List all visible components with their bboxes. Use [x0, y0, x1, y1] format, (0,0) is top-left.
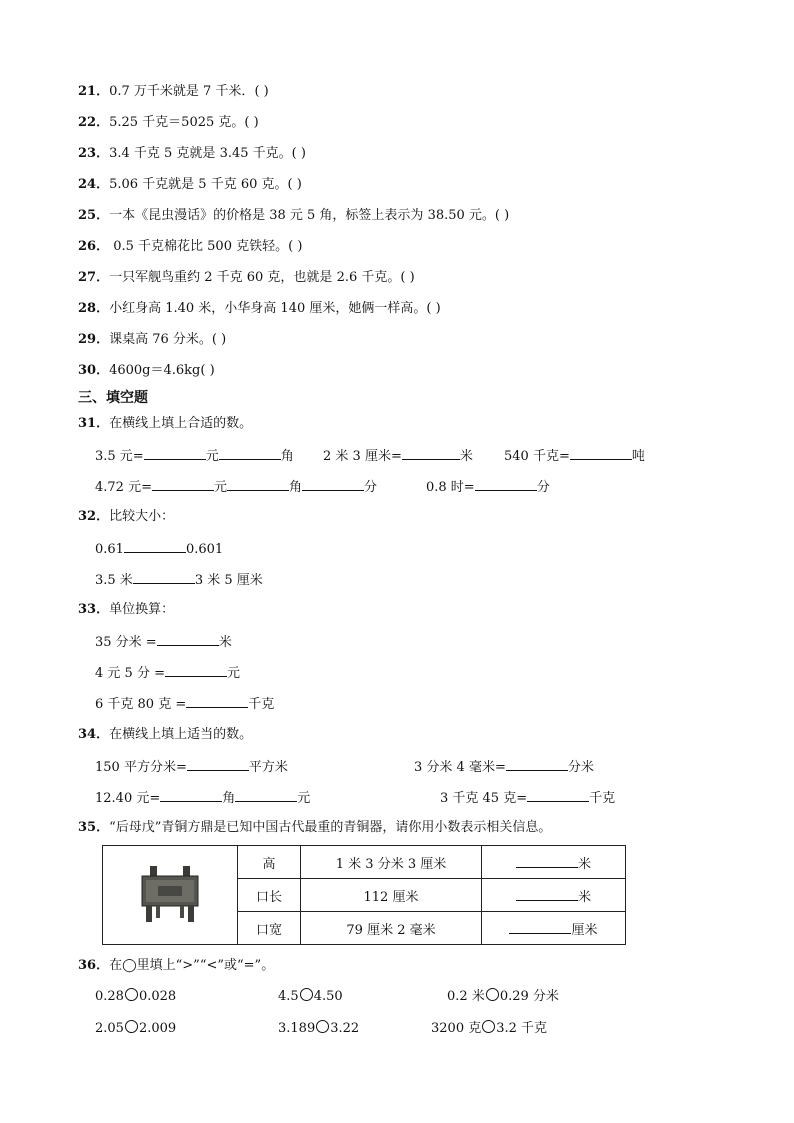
question-31 [78, 415, 252, 433]
question-number: 35． [78, 820, 110, 835]
label: 540 千克= [504, 449, 570, 464]
answer-blank[interactable] [506, 757, 568, 771]
q34-row-1b [414, 757, 594, 777]
q31-row-1c [504, 446, 645, 466]
value: 3200 克 [431, 1021, 482, 1036]
answer-blank[interactable] [160, 788, 222, 802]
question-34 [78, 726, 252, 744]
label: 3 分米 4 毫米= [414, 760, 506, 775]
label: 4 元 5 分 = [95, 666, 165, 681]
answer-blank[interactable] [133, 570, 195, 584]
section-title: 三、填空题 [78, 390, 148, 406]
answer-parens[interactable]: ( ) [494, 208, 510, 223]
unit: 千克 [248, 697, 275, 712]
answer-blank[interactable] [157, 632, 219, 646]
label: 12.40 元= [95, 791, 161, 806]
answer-cell[interactable] [482, 879, 626, 912]
answer-blank[interactable] [516, 854, 578, 868]
question-number: 25． [78, 208, 110, 223]
question-text: 在横线上填上适当的数。 [109, 727, 253, 742]
q33-row-3 [95, 694, 274, 714]
q31-row-1 [95, 446, 294, 466]
question-text: 0.5 千克棉花比 500 克铁轻。 [109, 239, 289, 254]
unit: 米 [577, 856, 591, 872]
unit: 吨 [631, 449, 645, 464]
compare-item [278, 988, 343, 1006]
question-number: 30． [78, 363, 110, 378]
question-35 [78, 819, 551, 837]
question-text: 在横线上填上合适的数。 [109, 416, 253, 431]
question-36 [78, 957, 274, 975]
question-number: 31． [78, 416, 110, 431]
question-text: “后母戊”青铜方鼎是已知中国古代最重的青铜器，请你用小数表示相关信息。 [109, 820, 552, 835]
value: 3.2 千克 [496, 1021, 548, 1036]
value: 4.5 [278, 989, 299, 1004]
q31-row-1b [323, 446, 473, 466]
row-label: 高 [238, 846, 301, 879]
question-text: 4600g＝4.6kg [109, 363, 201, 378]
question-text: 在◯里填上“>”“<”或“=”。 [109, 958, 275, 973]
row-value: 1 米 3 分米 3 厘米 [301, 846, 482, 879]
value: 0.29 分米 [499, 989, 559, 1004]
unit: 米 [459, 449, 473, 464]
row-label: 口长 [238, 879, 301, 912]
value: 0.28 [95, 989, 124, 1004]
answer-cell[interactable] [482, 912, 626, 945]
question-number: 28． [78, 301, 110, 316]
bronze-ding-table [102, 845, 626, 945]
q34-row-2 [95, 788, 310, 808]
answer-blank[interactable] [475, 477, 537, 491]
answer-parens[interactable]: ( ) [200, 363, 215, 378]
row-value: 112 厘米 [301, 879, 482, 912]
answer-parens[interactable]: ( ) [400, 270, 415, 285]
value: 4.50 [313, 989, 343, 1004]
question-text: 一只军舰鸟重约 2 千克 60 克，也就是 2.6 千克。 [109, 270, 401, 285]
value: 0.61 [95, 542, 124, 557]
value: 0.2 米 [447, 989, 485, 1004]
question-number: 32． [78, 509, 110, 524]
answer-blank[interactable] [219, 446, 281, 460]
question-29 [78, 331, 226, 349]
answer-circle[interactable] [316, 1020, 329, 1033]
question-30 [78, 362, 215, 380]
answer-blank[interactable] [302, 477, 364, 491]
question-text: 3.4 千克 5 克就是 3.45 千克。 [109, 146, 292, 161]
unit: 元 [226, 666, 240, 681]
answer-parens[interactable]: ( ) [426, 301, 441, 316]
value: 3 米 5 厘米 [194, 573, 263, 588]
answer-parens[interactable]: ( ) [211, 332, 227, 347]
question-text: 5.25 千克＝5025 克。 [109, 115, 245, 130]
label: 3 千克 45 克= [440, 791, 528, 806]
question-number: 22． [78, 115, 110, 130]
question-25 [78, 207, 509, 225]
question-28 [78, 300, 441, 318]
value: 2.05 [95, 1021, 124, 1036]
question-text: 5.06 千克就是 5 千克 60 克。 [109, 177, 288, 192]
question-22 [78, 114, 259, 132]
value: 2.009 [138, 1021, 177, 1036]
question-number: 29． [78, 332, 110, 347]
q32-row-2 [95, 570, 263, 590]
question-27 [78, 269, 415, 287]
label: 3.5 元= [95, 449, 144, 464]
answer-blank[interactable] [402, 446, 460, 460]
question-number: 33． [78, 602, 110, 617]
compare-item [431, 1020, 547, 1038]
label: 35 分米 = [95, 635, 157, 650]
question-26 [78, 238, 302, 256]
label: 2 米 3 厘米= [323, 449, 402, 464]
compare-item [95, 1020, 176, 1038]
question-text: 一本《昆虫漫话》的价格是 38 元 5 角，标签上表示为 38.50 元。 [109, 208, 495, 223]
unit: 分 [536, 480, 550, 495]
question-23 [78, 145, 306, 163]
answer-blank[interactable] [227, 477, 289, 491]
unit: 千克 [589, 791, 616, 806]
row-label: 口宽 [238, 912, 301, 945]
q31-row-2b [426, 477, 550, 497]
question-number: 26． [78, 239, 110, 254]
question-number: 27． [78, 270, 110, 285]
unit: 分米 [567, 760, 594, 775]
answer-blank[interactable] [187, 757, 249, 771]
question-number: 36． [78, 958, 110, 973]
label: 4.72 元= [95, 480, 152, 495]
compare-item [447, 988, 559, 1006]
answer-blank[interactable] [144, 446, 206, 460]
q33-row-1 [95, 632, 232, 652]
question-number: 24． [78, 177, 110, 192]
answer-blank[interactable] [124, 539, 186, 553]
unit: 厘米 [571, 922, 598, 938]
unit: 角 [280, 449, 294, 464]
question-text: 小红身高 1.40 米，小华身高 140 厘米，她俩一样高。 [109, 301, 427, 316]
answer-blank[interactable] [570, 446, 632, 460]
question-number: 21． [78, 84, 110, 99]
answer-circle[interactable] [486, 988, 499, 1001]
answer-blank[interactable] [165, 663, 227, 677]
answer-blank[interactable] [235, 788, 297, 802]
value: 0.601 [185, 542, 224, 557]
answer-blank[interactable] [516, 887, 578, 901]
label: 6 千克 80 克 = [95, 697, 187, 712]
unit: 米 [218, 635, 232, 650]
answer-circle[interactable] [125, 988, 138, 1001]
unit: 元 [213, 480, 227, 495]
answer-parens[interactable]: ( ) [254, 84, 269, 99]
unit: 分 [364, 480, 378, 495]
unit: 元 [205, 449, 219, 464]
q33-row-2 [95, 663, 240, 683]
unit: 角 [289, 480, 303, 495]
value: 0.028 [138, 989, 177, 1004]
answer-circle[interactable] [300, 988, 313, 1001]
value: 3.22 [330, 1021, 360, 1036]
table-row [103, 846, 626, 879]
question-text: 0.7 万千米就是 7 千米． [109, 84, 255, 99]
q34-row-2b [440, 788, 615, 808]
q31-row-2 [95, 477, 377, 497]
row-value: 79 厘米 2 毫米 [301, 912, 482, 945]
unit: 角 [222, 791, 236, 806]
question-number: 34． [78, 727, 110, 742]
value: 3.5 米 [95, 573, 133, 588]
label: 150 平方分米= [95, 760, 187, 775]
compare-item [95, 988, 176, 1006]
question-32 [78, 508, 174, 526]
answer-blank[interactable] [509, 920, 571, 934]
question-text: 课桌高 76 分米。 [109, 332, 212, 347]
answer-parens[interactable]: ( ) [291, 146, 306, 161]
answer-circle[interactable] [482, 1020, 495, 1033]
question-24 [78, 176, 302, 194]
q34-row-1 [95, 757, 288, 777]
question-21 [78, 83, 269, 101]
compare-item [278, 1020, 359, 1038]
answer-parens[interactable]: ( ) [288, 239, 303, 254]
answer-circle[interactable] [125, 1020, 138, 1033]
q32-row-1 [95, 539, 223, 559]
question-text: 单位换算： [109, 602, 175, 617]
question-text: 比较大小： [109, 509, 175, 524]
ding-image-cell [103, 846, 238, 945]
answer-cell[interactable] [482, 846, 626, 879]
question-number: 23． [78, 146, 110, 161]
answer-parens[interactable]: ( ) [287, 177, 302, 192]
unit: 米 [577, 889, 591, 905]
answer-blank[interactable] [186, 694, 248, 708]
bronze-ding-image [134, 862, 206, 924]
question-33 [78, 601, 174, 619]
answer-blank[interactable] [527, 788, 589, 802]
answer-parens[interactable]: ( ) [244, 115, 259, 130]
label: 0.8 时= [426, 480, 475, 495]
value: 3.189 [278, 1021, 316, 1036]
answer-blank[interactable] [152, 477, 214, 491]
unit: 平方米 [248, 760, 288, 775]
unit: 元 [297, 791, 311, 806]
